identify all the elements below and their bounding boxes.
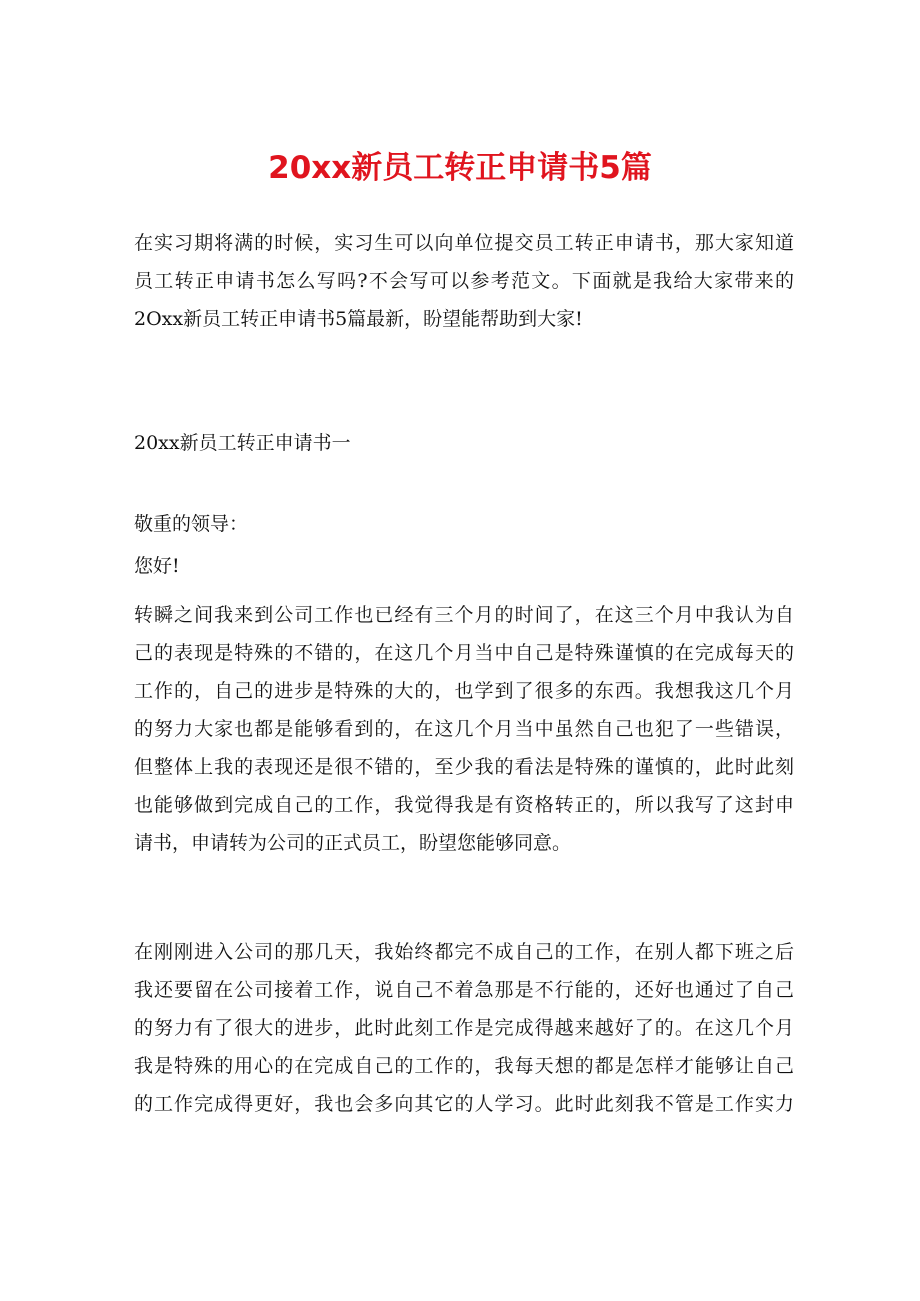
- text-line: 的工作完成得更好，我也会多向其它的人学习。此时此刻我不管是工作实力: [134, 1093, 794, 1115]
- body-paragraph-1: [134, 596, 794, 862]
- text-line: 己的表现是特殊的不错的，在这几个月当中自己是特殊谨慎的在完成每天的: [134, 642, 794, 664]
- text-line: 2Oxx新员工转正申请书5篇最新，盼望能帮助到大家!: [134, 308, 583, 330]
- text-line: 工作的，自己的进步是特殊的大的，也学到了很多的东西。我想我这几个月: [134, 680, 794, 702]
- text-line: 我是特殊的用心的在完成自己的工作的，我每天想的都是怎样才能够让自己: [134, 1055, 794, 1077]
- section-heading: 20xx新员工转正申请书一: [134, 432, 351, 454]
- document-title: 20xx新员工转正申请书5篇: [268, 150, 652, 186]
- text-line: 我还要留在公司接着工作，说自己不着急那是不行能的，还好也通过了自己: [134, 979, 794, 1001]
- intro-paragraph: [134, 224, 794, 338]
- text-line: 也能够做到完成自己的工作，我觉得我是有资格转正的，所以我写了这封申: [134, 794, 794, 816]
- greeting: 您好!: [134, 555, 180, 577]
- text-line: 转瞬之间我来到公司工作也已经有三个月的时间了，在这三个月中我认为自: [134, 604, 794, 626]
- text-line: 员工转正申请书怎么写吗?不会写可以参考范文。下面就是我给大家带来的: [134, 270, 794, 292]
- salutation: 敬重的领导：: [134, 513, 249, 535]
- body-paragraph-2: [134, 933, 794, 1123]
- text-line: 在刚刚进入公司的那几天，我始终都完不成自己的工作，在别人都下班之后: [134, 941, 794, 963]
- text-line: 但整体上我的表现还是很不错的，至少我的看法是特殊的谨慎的，此时此刻: [134, 756, 794, 778]
- text-line: 请书，申请转为公司的正式员工，盼望您能够同意。: [134, 832, 572, 854]
- text-line: 的努力有了很大的进步，此时此刻工作是完成得越来越好了的。在这几个月: [134, 1017, 794, 1039]
- text-line: 的努力大家也都是能够看到的，在这几个月当中虽然自己也犯了一些错误，: [134, 718, 794, 740]
- text-line: 在实习期将满的时候，实习生可以向单位提交员工转正申请书，那大家知道: [134, 232, 794, 254]
